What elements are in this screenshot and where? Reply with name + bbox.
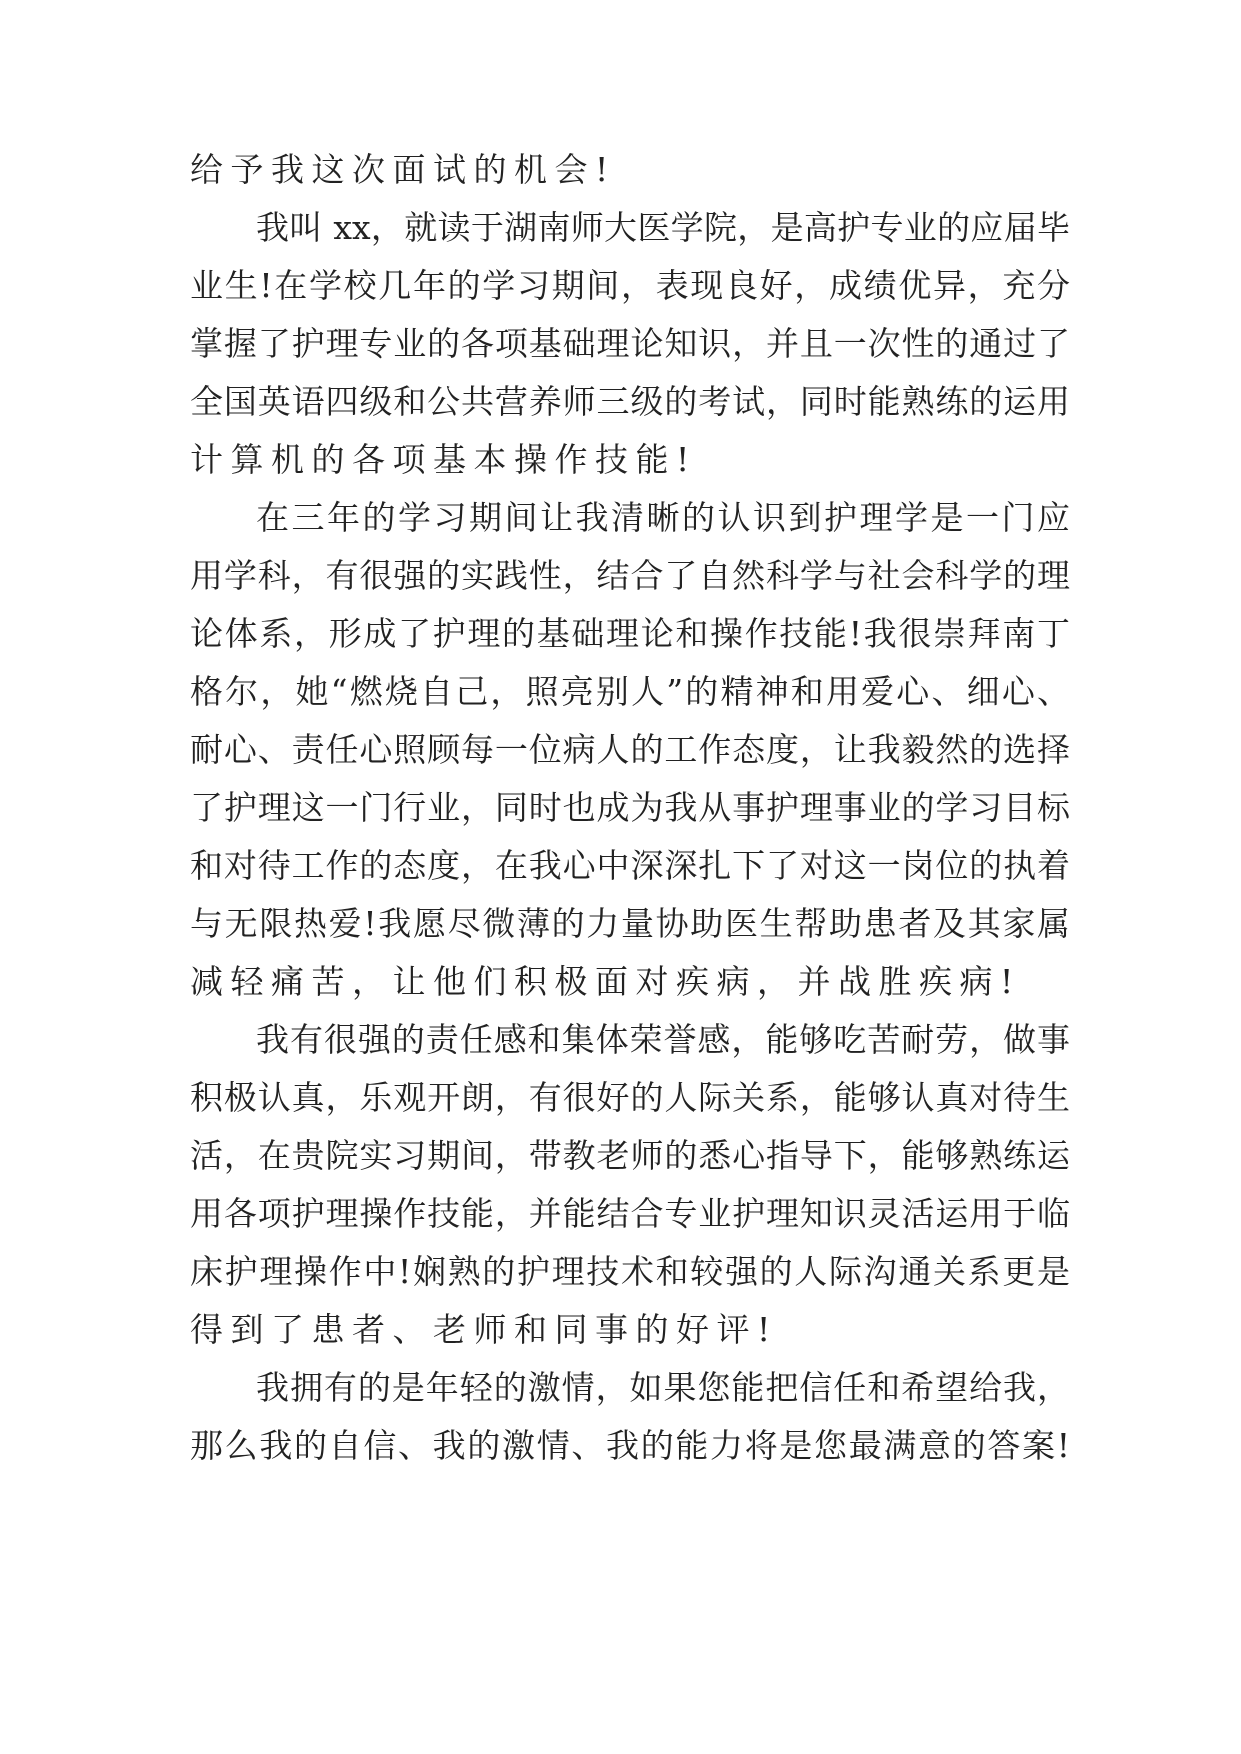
- text-line: 业生!在学校几年的学习期间，表现良好，成绩优异，充分: [190, 266, 1070, 305]
- paragraph-first-line: 我有很强的责任感和集体荣誉感，能够吃苦耐劳，做事: [256, 1020, 1070, 1059]
- text-line: 耐心、责任心照顾每一位病人的工作态度，让我毅然的选择: [190, 730, 1070, 769]
- text-line: 床护理操作中!娴熟的护理技术和较强的人际沟通关系更是: [190, 1252, 1070, 1291]
- text-line: 给予我这次面试的机会!: [190, 150, 616, 189]
- text-line: 论体系，形成了护理的基础理论和操作技能!我很崇拜南丁: [190, 614, 1070, 653]
- text-line: 活，在贵院实习期间，带教老师的悉心指导下，能够熟练运: [190, 1136, 1070, 1175]
- paragraph-first-line: 在三年的学习期间让我清晰的认识到护理学是一门应: [256, 498, 1070, 537]
- text-line: 用学科，有很强的实践性，结合了自然科学与社会科学的理: [190, 556, 1070, 595]
- text-line: 全国英语四级和公共营养师三级的考试，同时能熟练的运用: [190, 382, 1070, 421]
- text-line: 掌握了护理专业的各项基础理论知识，并且一次性的通过了: [190, 324, 1070, 363]
- text-line: 格尔，她“燃烧自己，照亮别人”的精神和用爱心、细心、: [190, 672, 1070, 711]
- text-line: 那么我的自信、我的激情、我的能力将是您最满意的答案!: [190, 1426, 1070, 1465]
- text-line: 得到了患者、老师和同事的好评!: [190, 1310, 778, 1349]
- text-line: 计算机的各项基本操作技能!: [190, 440, 697, 479]
- text-line: 积极认真，乐观开朗，有很好的人际关系，能够认真对待生: [190, 1078, 1070, 1117]
- text-line: 减轻痛苦，让他们积极面对疾病，并战胜疾病!: [190, 962, 1021, 1001]
- paragraph-first-line: 我叫 xx，就读于湖南师大医学院，是高护专业的应届毕: [256, 208, 1070, 247]
- text-line: 与无限热爱!我愿尽微薄的力量协助医生帮助患者及其家属: [190, 904, 1070, 943]
- paragraph-first-line: 我拥有的是年轻的激情，如果您能把信任和希望给我，: [256, 1368, 1070, 1407]
- text-line: 了护理这一门行业，同时也成为我从事护理事业的学习目标: [190, 788, 1070, 827]
- text-line: 和对待工作的态度，在我心中深深扎下了对这一岗位的执着: [190, 846, 1070, 885]
- text-line: 用各项护理操作技能，并能结合专业护理知识灵活运用于临: [190, 1194, 1070, 1233]
